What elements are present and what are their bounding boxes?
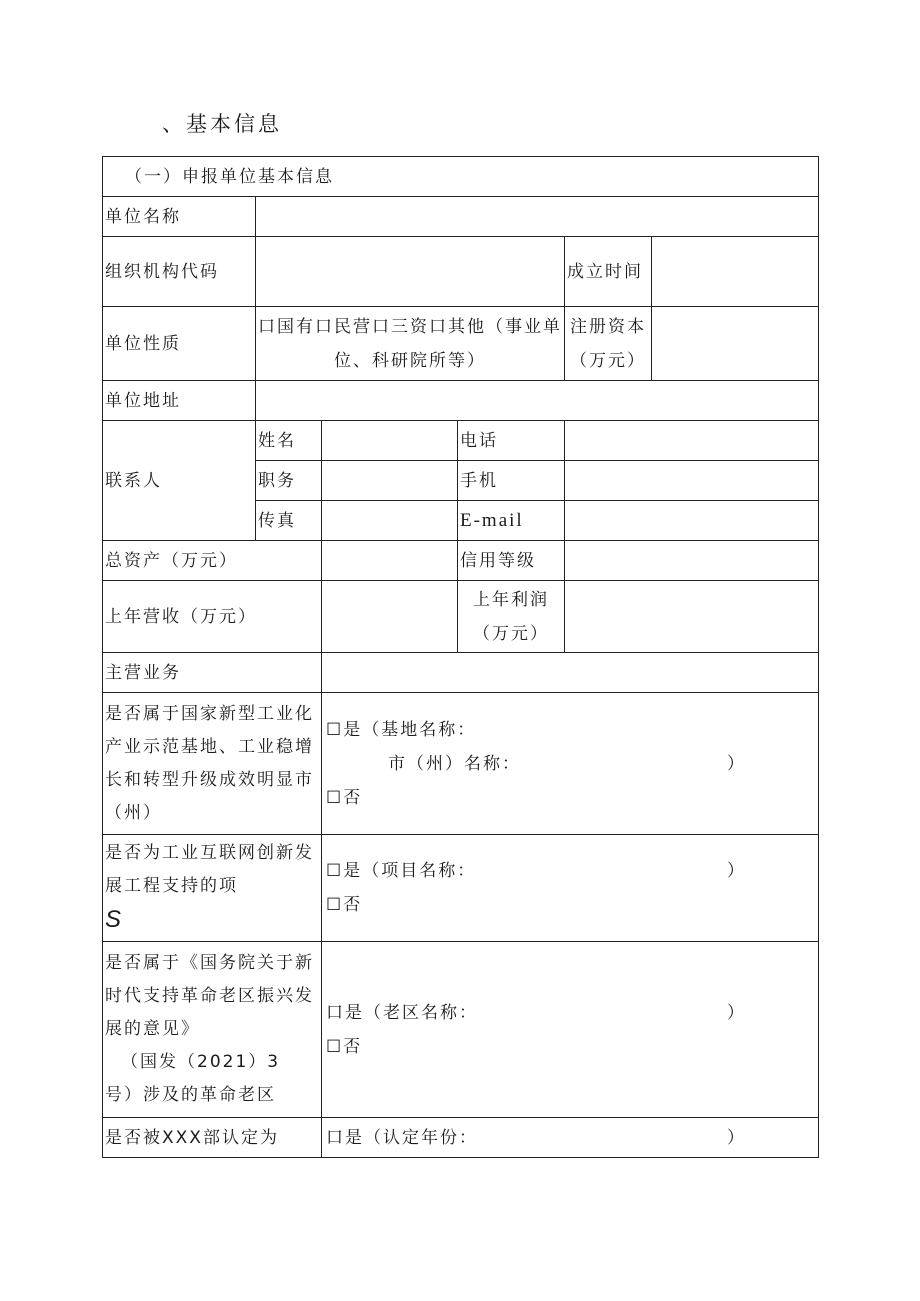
q4-yes-option[interactable]: 口是（认定年份： xyxy=(326,1127,478,1148)
field-reg-capital[interactable] xyxy=(652,307,819,381)
field-fax[interactable] xyxy=(322,501,458,541)
label-phone: 电话 xyxy=(458,421,565,461)
row-nature xyxy=(103,307,819,381)
field-address[interactable] xyxy=(256,381,819,421)
row-main-business xyxy=(103,653,819,693)
label-q2-text: 是否为工业互联网创新发展工程支持的项 xyxy=(105,843,314,896)
section-heading: 、基本信息 xyxy=(162,112,282,136)
q1-city-label: 市（州）名称： xyxy=(388,753,521,774)
label-position: 职务 xyxy=(256,461,322,501)
label-name: 姓名 xyxy=(256,421,322,461)
label-total-assets: 总资产（万元） xyxy=(103,541,322,581)
q3-yes-line xyxy=(324,996,816,1030)
label-email: E-mail xyxy=(458,501,565,541)
row-q3 xyxy=(103,942,819,1118)
label-q3-line2: （国发（2021）3 xyxy=(121,1052,281,1072)
q4-options xyxy=(322,1118,819,1158)
q2-close-paren: ） xyxy=(727,861,747,881)
q2-yes-option[interactable]: ☐是（项目名称： xyxy=(326,861,477,881)
row-contact-name xyxy=(103,421,819,461)
row-section-title xyxy=(103,157,819,197)
q3-yes-option[interactable]: 口是（老区名称： xyxy=(326,1002,478,1023)
label-q4: 是否被XXX部认定为 xyxy=(103,1118,322,1158)
row-revenue xyxy=(103,581,819,653)
field-main-business[interactable] xyxy=(322,653,819,693)
row-q2 xyxy=(103,835,819,942)
label-address: 单位地址 xyxy=(103,381,256,421)
field-name[interactable] xyxy=(322,421,458,461)
label-unit-name: 单位名称 xyxy=(103,197,256,237)
field-credit[interactable] xyxy=(565,541,819,581)
field-profit[interactable] xyxy=(565,581,819,653)
q1-options xyxy=(322,693,819,835)
q4-close-paren: ） xyxy=(727,1127,747,1148)
field-position[interactable] xyxy=(322,461,458,501)
q1-close-paren: ） xyxy=(727,753,747,774)
label-q3 xyxy=(103,942,322,1118)
q2-no-option[interactable]: ☐否 xyxy=(326,895,363,915)
nature-options[interactable]: 口国有口民营口三资口其他（事业单位、科研院所等） xyxy=(256,307,565,381)
label-main-business: 主营业务 xyxy=(103,653,322,693)
field-email[interactable] xyxy=(565,501,819,541)
field-est-time[interactable] xyxy=(652,237,819,307)
row-q4 xyxy=(103,1118,819,1158)
label-q1: 是否属于国家新型工业化产业示范基地、工业稳增长和转型升级成效明显市（州） xyxy=(103,693,322,835)
q3-no-option[interactable]: ☐否 xyxy=(326,1036,363,1057)
row-total-assets xyxy=(103,541,819,581)
label-credit: 信用等级 xyxy=(458,541,565,581)
basic-info-form xyxy=(102,156,819,1158)
label-q3-line3: 号）涉及的革命老区 xyxy=(105,1085,276,1105)
field-phone[interactable] xyxy=(565,421,819,461)
label-est-time: 成立时间 xyxy=(565,237,652,307)
label-contact: 联系人 xyxy=(103,421,256,541)
row-unit-name xyxy=(103,197,819,237)
label-q2-tail: S xyxy=(105,906,122,933)
q3-options xyxy=(322,942,819,1118)
q1-city-line xyxy=(324,747,816,781)
label-q2 xyxy=(103,835,322,942)
label-revenue: 上年营收（万元） xyxy=(103,581,322,653)
field-total-assets[interactable] xyxy=(322,541,458,581)
field-revenue[interactable] xyxy=(322,581,458,653)
label-nature: 单位性质 xyxy=(103,307,256,381)
label-profit: 上年利润（万元） xyxy=(458,581,565,653)
q1-yes-option[interactable]: ☐是（基地名称： xyxy=(326,719,477,740)
q1-no-option[interactable]: ☐否 xyxy=(326,787,363,808)
label-org-code: 组织机构代码 xyxy=(103,237,256,307)
label-reg-capital: 注册资本（万元） xyxy=(565,307,652,381)
label-q3-line1: 是否属于《国务院关于新时代支持革命老区振兴发展的意见》 xyxy=(105,953,314,1039)
field-mobile[interactable] xyxy=(565,461,819,501)
row-org-code xyxy=(103,237,819,307)
row-address xyxy=(103,381,819,421)
field-unit-name[interactable] xyxy=(256,197,819,237)
q4-yes-line xyxy=(324,1121,816,1155)
row-q1 xyxy=(103,693,819,835)
q2-yes-line xyxy=(324,854,816,888)
q3-close-paren: ） xyxy=(727,1002,747,1023)
q2-options xyxy=(322,835,819,942)
section-title: （一）申报单位基本信息 xyxy=(103,157,819,197)
label-mobile: 手机 xyxy=(458,461,565,501)
field-org-code[interactable] xyxy=(256,237,565,307)
label-fax: 传真 xyxy=(256,501,322,541)
